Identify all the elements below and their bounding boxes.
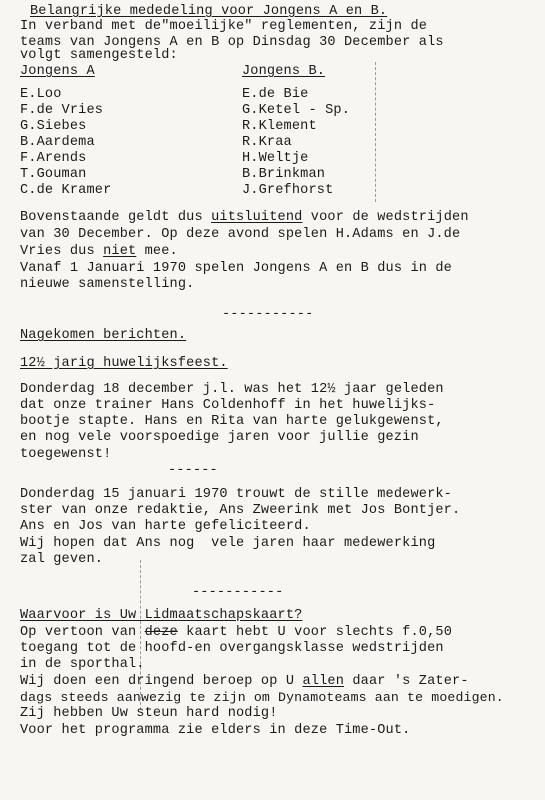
intro-line: In verband met de"moeilijke" reglementen, zijn de [20, 19, 428, 34]
paragraph-line: Donderdag 18 december j.l. was het 12½ jaar geleden [20, 382, 444, 397]
team-b-player: B.Brinkman [242, 167, 326, 182]
team-b-player: G.Ketel - Sp. [242, 103, 350, 118]
team-b-header: Jongens B. [242, 64, 326, 79]
team-b-player: E.de Bie [242, 87, 309, 102]
paragraph-line [20, 674, 469, 690]
heading-nagekomen: Nagekomen berichten. [20, 328, 187, 343]
paragraph-line: nieuwe samenstelling. [20, 277, 195, 292]
team-a-player: B.Aardema [20, 135, 95, 150]
separator-dashes: ----------- [192, 585, 284, 600]
paragraph-line: Vanaf 1 Januari 1970 spelen Jongens A en B dus in de [20, 261, 452, 276]
separator-dashes: ------ [168, 463, 218, 478]
paragraph-line: toegewenst! [20, 447, 112, 462]
paragraph-line: ster van onze redaktie, Ans Zweerink met Jos Bontjer. [20, 503, 461, 518]
text-run: daar 's Zater- [344, 674, 469, 689]
heading-mededeling: Belangrijke mededeling voor Jongens A en B. [30, 4, 388, 19]
intro-line: volgt samengesteld: [20, 48, 178, 63]
text-run: voor de wedstrijden [302, 210, 469, 225]
team-b-player: R.Kraa [242, 135, 292, 150]
heading-huwelijksfeest: 12½ jarig huwelijksfeest. [20, 356, 228, 371]
team-a-player: F.de Vries [20, 103, 104, 118]
paragraph-line [20, 210, 469, 226]
paragraph-line: Wij hopen dat Ans nog vele jaren haar medewerking [20, 536, 436, 551]
paragraph-line: zal geven. [20, 552, 104, 567]
team-a-header: Jongens A [20, 64, 95, 79]
paragraph-line: in de sporthal. [20, 657, 145, 672]
paragraph-line: Donderdag 15 januari 1970 trouwt de stille medewerk- [20, 487, 452, 502]
team-b-player: J.Grefhorst [242, 183, 334, 198]
paragraph-line: Zij hebben Uw steun hard nodig! [20, 706, 278, 721]
paragraph-line: toegang tot de hoofd-en overgangsklasse wedstrijden [20, 641, 444, 656]
text-run: Vries dus [20, 244, 104, 259]
emphasis-allen: allen [302, 674, 345, 689]
emphasis-uitsluitend: uitsluitend [211, 210, 303, 225]
paragraph-line: dat onze trainer Hans Coldenhoff in het huwelijks- [20, 398, 436, 413]
emphasis-niet: niet [103, 244, 137, 259]
team-a-player: G.Siebes [20, 119, 87, 134]
separator-dashes: ----------- [222, 307, 314, 322]
team-b-player: R.Klement [242, 119, 317, 134]
text-run: kaart hebt U voor slechts f.0,50 [177, 625, 453, 640]
team-a-player: T.Gouman [20, 167, 87, 182]
paragraph-line: en nog vele voorspoedige jaren voor jullie gezin [20, 430, 419, 445]
paragraph-line: Ans en Jos van harte gefeliciteerd. [20, 519, 311, 534]
text-run: Bovenstaande geldt dus [20, 210, 212, 225]
paragraph-line: Voor het programma zie elders in deze Time-Out. [20, 723, 411, 738]
paragraph-line: bootje stapte. Hans en Rita van harte gelukgewenst, [20, 414, 444, 429]
paragraph-line [20, 625, 452, 641]
team-a-player: F.Arends [20, 151, 87, 166]
text-run: mee. [136, 244, 178, 259]
team-b-player: H.Weltje [242, 151, 309, 166]
struck-word: deze [144, 625, 178, 640]
text-run: Op vertoon van [20, 625, 145, 640]
margin-artifact-line [375, 62, 376, 202]
team-a-player: E.Loo [20, 87, 62, 102]
heading-lidmaatschapskaart: Waarvoor is Uw Lidmaatschapskaart? [20, 608, 303, 623]
paragraph-line [20, 244, 178, 260]
text-run: Wij doen een dringend beroep op U [20, 674, 303, 689]
team-a-player: C.de Kramer [20, 183, 112, 198]
intro-line: teams van Jongens A en B op Dinsdag 30 December als [20, 35, 444, 50]
paragraph-line: dags steeds aanwezig te zijn om Dynamoteams aan te moedigen. [20, 690, 504, 705]
paragraph-line: van 30 December. Op deze avond spelen H.Adams en J.de [20, 227, 461, 242]
